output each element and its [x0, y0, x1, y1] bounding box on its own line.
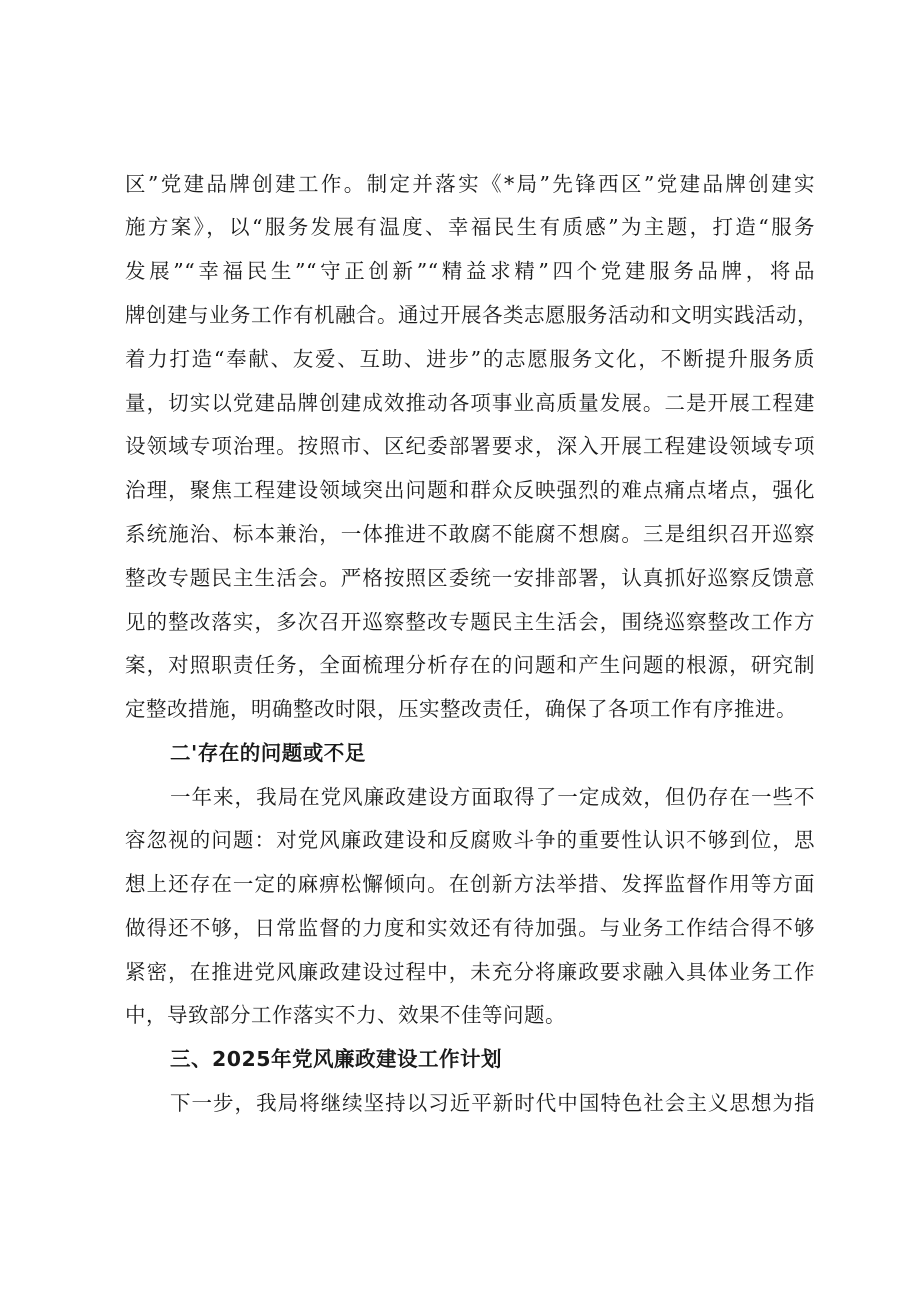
paragraph-line: 紧密，在推进党风廉政建设过程中，未充分将廉政要求融入具体业务工作 — [125, 960, 815, 984]
paragraph-line: 做得还不够，日常监督的力度和实效还有待加强。与业务工作结合得不够 — [125, 916, 815, 940]
paragraph-line: 着力打造“奉献、友爱、互助、进步”的志愿服务文化，不断提升服务质 — [125, 347, 815, 371]
paragraph-line: 中，导致部分工作落实不力、效果不佳等问题。 — [125, 1003, 566, 1027]
paragraph-line: 区”党建品牌创建工作。制定并落实《*局”先锋西区”党建品牌创建实 — [125, 172, 815, 196]
paragraph-line: 想上还存在一定的麻痹松懈倾向。在创新方法举措、发挥监督作用等方面 — [125, 872, 815, 896]
paragraph-line: 见的整改落实，多次召开巡察整改专题民主生活会，围绕巡察整改工作方 — [125, 610, 815, 634]
paragraph-line: 案，对照职责任务，全面梳理分析存在的问题和产生问题的根源，研究制 — [125, 653, 815, 677]
paragraph-line: 量，切实以党建品牌创建成效推动各项事业高质量发展。二是开展工程建 — [125, 391, 815, 415]
paragraph-line: 设领域专项治理。按照市、区纪委部署要求，深入开展工程建设领域专项 — [125, 434, 815, 458]
section-heading: 三、2025年党风廉政建设工作计划 — [170, 1047, 503, 1071]
paragraph-line: 下一步，我局将继续坚持以习近平新时代中国特色社会主义思想为指 — [170, 1091, 815, 1115]
paragraph-line: 治理，聚焦工程建设领域突出问题和群众反映强烈的难点痛点堵点，强化 — [125, 478, 815, 502]
paragraph-line: 施方案》，以“服务发展有温度、幸福民生有质感”为主题，打造“服务 — [125, 215, 815, 239]
paragraph-line: 容忽视的问题：对党风廉政建设和反腐败斗争的重要性认识不够到位，思 — [125, 828, 815, 852]
paragraph-line: 定整改措施，明确整改时限，压实整改责任，确保了各项工作有序推进。 — [125, 697, 797, 721]
section-heading: 二'存在的问题或不足 — [170, 741, 366, 765]
paragraph-line: 整改专题民主生活会。严格按照区委统一安排部署，认真抓好巡察反馈意 — [125, 566, 815, 590]
paragraph-line: 系统施治、标本兼治，一体推进不敢腐不能腐不想腐。三是组织召开巡察 — [125, 522, 815, 546]
paragraph-line: 发展”“幸福民生”“守正创新”“精益求精”四个党建服务品牌，将品 — [125, 259, 815, 283]
paragraph-line: 一年来，我局在党风廉政建设方面取得了一定成效，但仍存在一些不 — [170, 785, 815, 809]
paragraph-line: 牌创建与业务工作有机融合。通过开展各类志愿服务活动和文明实践活动， — [125, 303, 818, 327]
